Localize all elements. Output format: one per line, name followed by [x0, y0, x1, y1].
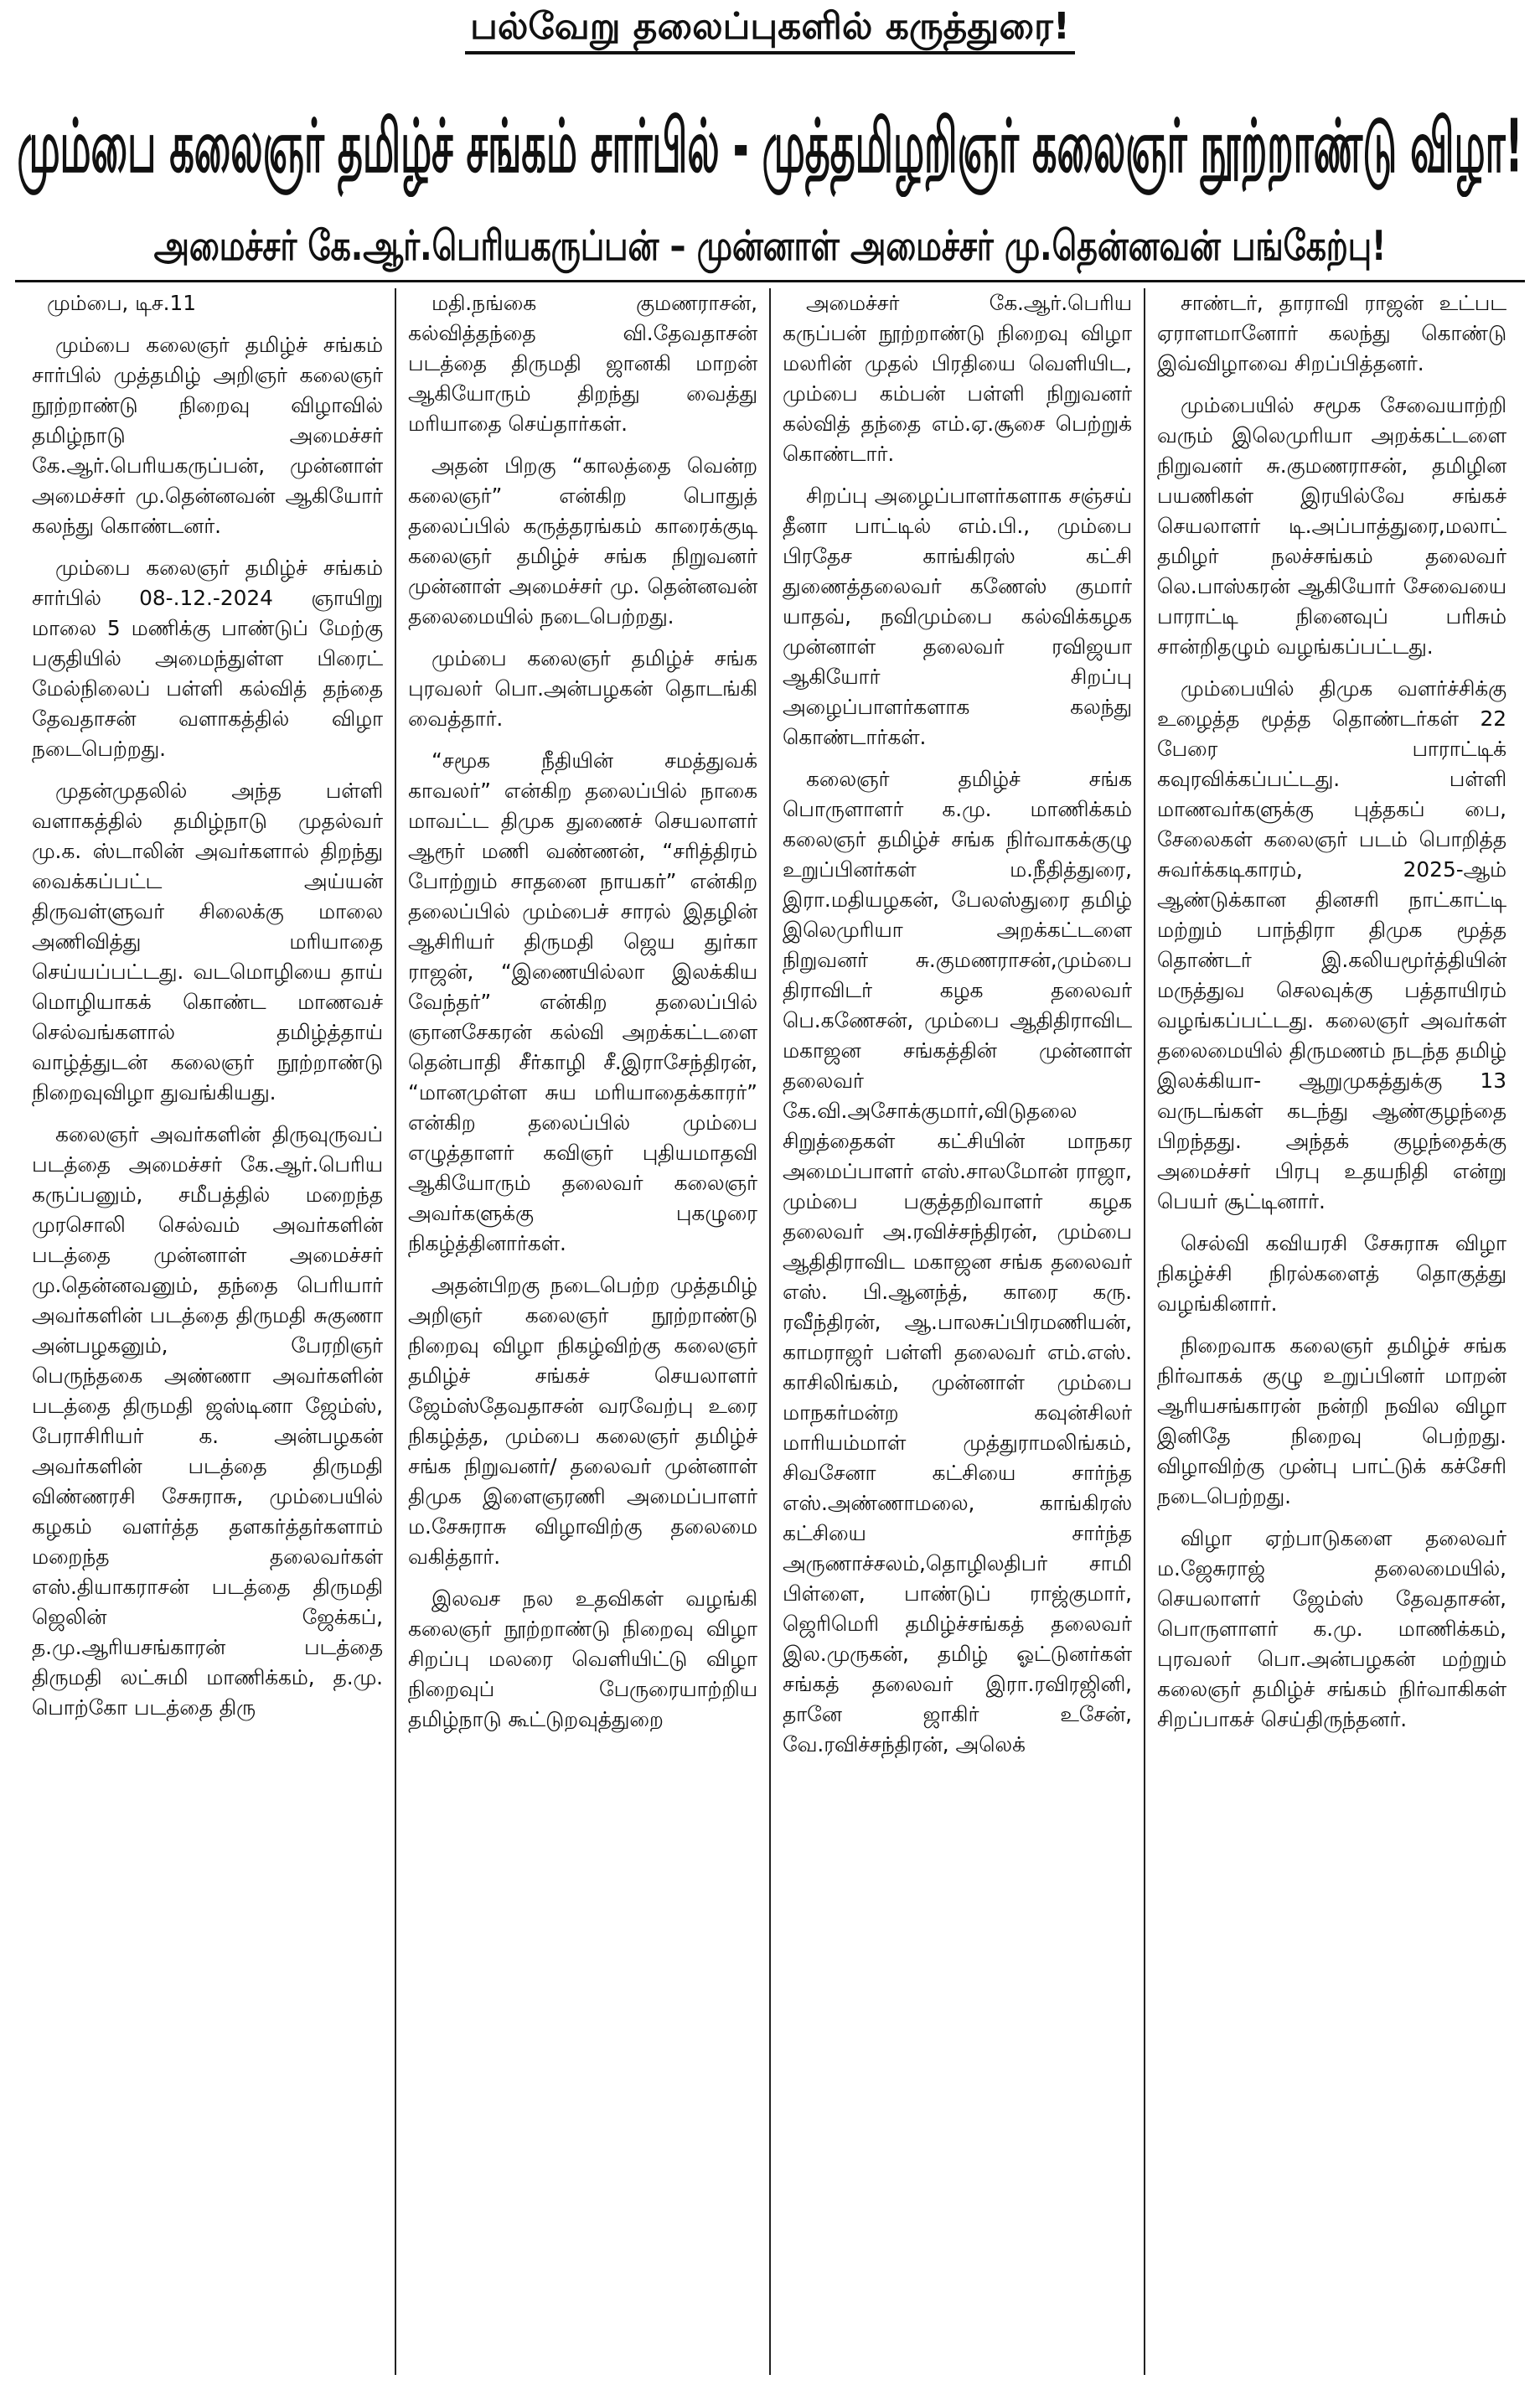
header-divider [15, 280, 1525, 282]
article-paragraph: சிறப்பு அழைப்பாளர்களாக சஞ்சய் தீனா பாட்டில் எம்.பி., மும்பை பிரதேச காங்கிரஸ் கட்சி துணைத்தலைவர் கணேஸ் குமார் யாதவ், நவிமும்பை கல்விக்கழக முன்னாள் தலைவர் ரவிஜயா ஆகியோர் சிறப்பு அழைப்பாளர்களாக கலந்து கொண்டார்கள். [783, 484, 1132, 749]
article-paragraph: அதன்பிறகு நடைபெற்ற முத்தமிழ் அறிஞர் கலைஞர் நூற்றாண்டு நிறைவு விழா நிகழ்விற்கு கலைஞர் தமிழ்ச் சங்கச் செயலாளர் ஜேம்ஸ்தேவதாசன் வரவேற்பு உரை நிகழ்த்த, மும்பை கலைஞர் தமிழ்ச் சங்க நிறுவனர்/ தலைவர் முன்னாள் திமுக இளைஞரணி அமைப்பாளர் ம.சேசுராசு விழாவிற்கு தலைமை வகித்தார். [408, 1273, 757, 1569]
article-paragraph: மும்பை கலைஞர் தமிழ்ச் சங்கம் சார்பில் முத்தமிழ் அறிஞர் கலைஞர் நூற்றாண்டு நிறைவு விழாவில் தமிழ்நாடு அமைச்சர் கே.ஆர்.பெரியகருப்பன், முன்னாள் அமைச்சர் மு.தென்னவன் ஆகியோர் கலந்து கொண்டனர். [32, 333, 383, 538]
kicker-headline: பல்வேறு தலைப்புகளில் கருத்துரை! [0, 5, 1540, 53]
article-paragraph: விழா ஏற்பாடுகளை தலைவர் ம.ஜேசுராஜ் தலைமையில், செயலாளர் ஜேம்ஸ் தேவதாசன், பொருளாளர் க.மு. மாணிக்கம், புரவலர் பொ.அன்பழகன் மற்றும் கலைஞர் தமிழ்ச் சங்கம் நிர்வாகிகள் சிறப்பாகச் செய்திருந்தனர். [1157, 1526, 1506, 1731]
article-column-1 [20, 288, 395, 2375]
article-paragraph: இலவச நல உதவிகள் வழங்கி கலைஞர் நூற்றாண்டு நிறைவு விழா சிறப்பு மலரை வெளியிட்டு விழா நிறைவுப் பேருரையாற்றிய தமிழ்நாடு கூட்டுறவுத்துறை [408, 1586, 757, 1731]
dateline: மும்பை, டிச.11 [47, 291, 197, 315]
article-paragraph: கலைஞர் தமிழ்ச் சங்க பொருளாளர் க.மு. மாணிக்கம் கலைஞர் தமிழ்ச் சங்க நிர்வாகக்குழு உறுப்பினர்கள் ம.நீதித்துரை, இரா.மதியழகன், பேலஸ்துரை தமிழ் இலெமுரியா அறக்கட்டளை நிறுவனர் சு.குமணராசன்,மும்பை திராவிடர் கழக தலைவர் பெ.கணேசன், மும்பை ஆதிதிராவிட மகாஜன சங்கத்தின் முன்னாள் தலைவர் கே.வி.அசோக்குமார்,விடுதலை சிறுத்தைகள் கட்சியின் மாநகர அமைப்பாளர் எஸ்.சாலமோன் ராஜா, மும்பை பகுத்தறிவாளர் கழக தலைவர் அ.ரவிச்சந்திரன், மும்பை ஆதிதிராவிட மகாஜன சங்க தலைவர் எஸ். பி.ஆனந்த், காரை கரு. ரவீந்திரன், ஆ.பாலசுப்பிரமணியன், காமராஜர் பள்ளி தலைவர் எம்.எஸ். காசிலிங்கம், முன்னாள் மும்பை மாநகர்மன்ற கவுன்சிலர் மாரியம்மாள் முத்துராமலிங்கம், சிவசேனா கட்சியை சார்ந்த எஸ்.அண்ணாமலை, காங்கிரஸ் கட்சியை சார்ந்த அருணாச்சலம்,தொழிலதிபர் சாமி பிள்ளை, பாண்டுப் ராஜ்குமார், ஜெரிமெரி தமிழ்ச்சங்கத் தலைவர் இல.முருகன், தமிழ் ஓட்டுனர்கள் சங்கத் தலைவர் இரா.ரவிரஜினி, தானே ஜாகிர் உசேன், வே.ரவிச்சந்திரன், அலெக் [783, 767, 1132, 1756]
article-paragraph: கலைஞர் அவர்களின் திருவுருவப் படத்தை அமைச்சர் கே.ஆர்.பெரிய கருப்பனும், சமீபத்தில் மறைந்த முரசொலி செல்வம் அவர்களின் படத்தை முன்னாள் அமைச்சர் மு.தென்னவனும், தந்தை பெரியார் அவர்களின் படத்தை திருமதி சுகுணா அன்பழகனும், பேரறிஞர் பெருந்தகை அண்ணா அவர்களின் படத்தை திருமதி ஜஸ்டினா ஜேம்ஸ், பேராசிரியர் க. அன்பழகன் அவர்களின் படத்தை திருமதி விண்ணரசி சேசுராசு, மும்பையில் கழகம் வளர்த்த தளகர்த்தர்களாம் மறைந்த தலைவர்கள் எஸ்.தியாகராசன் படத்தை திருமதி ஜெலின் ஜேக்கப், த.மு.ஆரியசங்காரன் படத்தை திருமதி லட்சுமி மாணிக்கம், த.மு. பொற்கோ படத்தை திரு [32, 1122, 383, 1720]
article-column-4 [1144, 288, 1518, 2375]
article-paragraph: மும்பை கலைஞர் தமிழ்ச் சங்கம் சார்பில் 08-.12.-2024 ஞாயிறு மாலை 5 மணிக்கு பாண்டுப் மேற்கு பகுதியில் அமைந்துள்ள பிரைட் மேல்நிலைப் பள்ளி கல்வித் தந்தை தேவதாசன் வளாகத்தில் விழா நடைபெற்றது. [32, 556, 383, 761]
article-paragraph: அதன் பிறகு “காலத்தை வென்ற கலைஞர்” என்கிற பொதுத் தலைப்பில் கருத்தரங்கம் காரைக்குடி கலைஞர் தமிழ்ச் சங்க நிறுவனர் முன்னாள் அமைச்சர் மு. தென்னவன் தலைமையில் நடைபெற்றது. [408, 453, 757, 629]
main-headline: மும்பை கலைஞர் தமிழ்ச் சங்கம் சார்பில் - முத்தமிழறிஞர் கலைஞர் நூற்றாண்டு விழா! [17, 102, 1523, 189]
article-paragraph: அமைச்சர் கே.ஆர்.பெரிய கருப்பன் நூற்றாண்டு நிறைவு விழா மலரின் முதல் பிரதியை வெளியிட, மும்பை கம்பன் பள்ளி நிறுவனர் கல்வித் தந்தை எம்.ஏ.சூசை பெற்றுக் கொண்டார். [783, 291, 1132, 466]
sub-headline: அமைச்சர் கே.ஆர்.பெரியகருப்பன் – முன்னாள் அமைச்சர் மு.தென்னவன் பங்கேற்பு! [153, 221, 1387, 270]
article-paragraph: நிறைவாக கலைஞர் தமிழ்ச் சங்க நிர்வாகக் குழு உறுப்பினர் மாறன் ஆரியசங்காரன் நன்றி நவில விழா இனிதே நிறைவு பெற்றது. விழாவிற்கு முன்பு பாட்டுக் கச்சேரி நடைபெற்றது. [1157, 1333, 1506, 1508]
article-paragraph: மும்பை கலைஞர் தமிழ்ச் சங்க புரவலர் பொ.அன்பழகன் தொடங்கி வைத்தார். [408, 646, 757, 731]
article-paragraph: செல்வி கவியரசி சேசுராசு விழா நிகழ்ச்சி நிரல்களைத் தொகுத்து வழங்கினார். [1157, 1231, 1506, 1316]
article-paragraph: மதி.நங்கை குமணராசன், கல்வித்தந்தை வி.தேவதாசன் படத்தை திருமதி ஜானகி மாறன் ஆகியோரும் திறந்து வைத்து மரியாதை செய்தார்கள். [408, 291, 757, 436]
article-column-3 [769, 288, 1144, 2375]
article-paragraph: சாண்டர், தாராவி ராஜன் உட்பட ஏராளமானோர் கலந்து கொண்டு இவ்விழாவை சிறப்பித்தனர். [1157, 291, 1506, 375]
article-column-2 [395, 288, 769, 2375]
article-paragraph: மும்பையில் சமூக சேவையாற்றி வரும் இலெமுரியா அறக்கட்டளை நிறுவனர் சு.குமணராசன், தமிழின பயணிகள் இரயில்வே சங்கச் செயலாளர் டி.அப்பாத்துரை,மலாட் தமிழர் நலச்சங்கம் தலைவர் லெ.பாஸ்கரன் ஆகியோர் சேவையை பாராட்டி நினைவுப் பரிசும் சான்றிதழும் வழங்கப்பட்டது. [1157, 393, 1506, 659]
article-paragraph: “சமூக நீதியின் சமத்துவக் காவலர்” என்கிற தலைப்பில் நாகை மாவட்ட திமுக துணைச் செயலாளர் ஆரூர் மணி வண்ணன், “சரித்திரம் போற்றும் சாதனை நாயகர்” என்கிற தலைப்பில் மும்பைச் சாரல் இதழின் ஆசிரியர் திருமதி ஜெய துர்கா ராஜன், “இணையில்லா இலக்கிய வேந்தர்” என்கிற தலைப்பில் ஞானசேகரன் கல்வி அறக்கட்டளை தென்பாதி சீர்காழி சீ.இராசேந்திரன், “மானமுள்ள சுய மரியாதைக்காரர்” என்கிற தலைப்பில் மும்பை எழுத்தாளர் கவிஞர் புதியமாதவி ஆகியோரும் தலைவர் கலைஞர் அவர்களுக்கு புகழுரை நிகழ்த்தினார்கள். [408, 748, 757, 1255]
article-paragraph: மும்பையில் திமுக வளர்ச்சிக்கு உழைத்த மூத்த தொண்டர்கள் 22 பேரை பாராட்டிக் கவுரவிக்கப்பட்டது. பள்ளி மாணவர்களுக்கு புத்தகப் பை, சேலைகள் கலைஞர் படம் பொறித்த சுவர்க்கடிகாரம், 2025-ஆம் ஆண்டுக்கான தினசரி நாட்காட்டி மற்றும் பாந்திரா திமுக மூத்த தொண்டர் இ.கலியமூர்த்தியின் மருத்துவ செலவுக்கு பத்தாயிரம் வழங்கப்பட்டது. கலைஞர் அவர்கள் தலைமையில் திருமணம் நடந்த தமிழ் இலக்கியா- ஆறுமுகத்துக்கு 13 வருடங்கள் கடந்து ஆண்குழந்தை பிறந்தது. அந்தக் குழந்தைக்கு அமைச்சர் பிரபு உதயநிதி என்று பெயர் சூட்டினார். [1157, 676, 1506, 1213]
article-paragraph: முதன்முதலில் அந்த பள்ளி வளாகத்தில் தமிழ்நாடு முதல்வர் மு.க. ஸ்டாலின் அவர்களால் திறந்து வைக்கப்பட்ட அய்யன் திருவள்ளுவர் சிலைக்கு மாலை அணிவித்து மரியாதை செய்யப்பட்டது. வடமொழியை தாய் மொழியாகக் கொண்ட மாணவச் செல்வங்களால் தமிழ்த்தாய் வாழ்த்துடன் கலைஞர் நூற்றாண்டு நிறைவுவிழா துவங்கியது. [32, 779, 383, 1105]
article-columns [20, 288, 1520, 2375]
